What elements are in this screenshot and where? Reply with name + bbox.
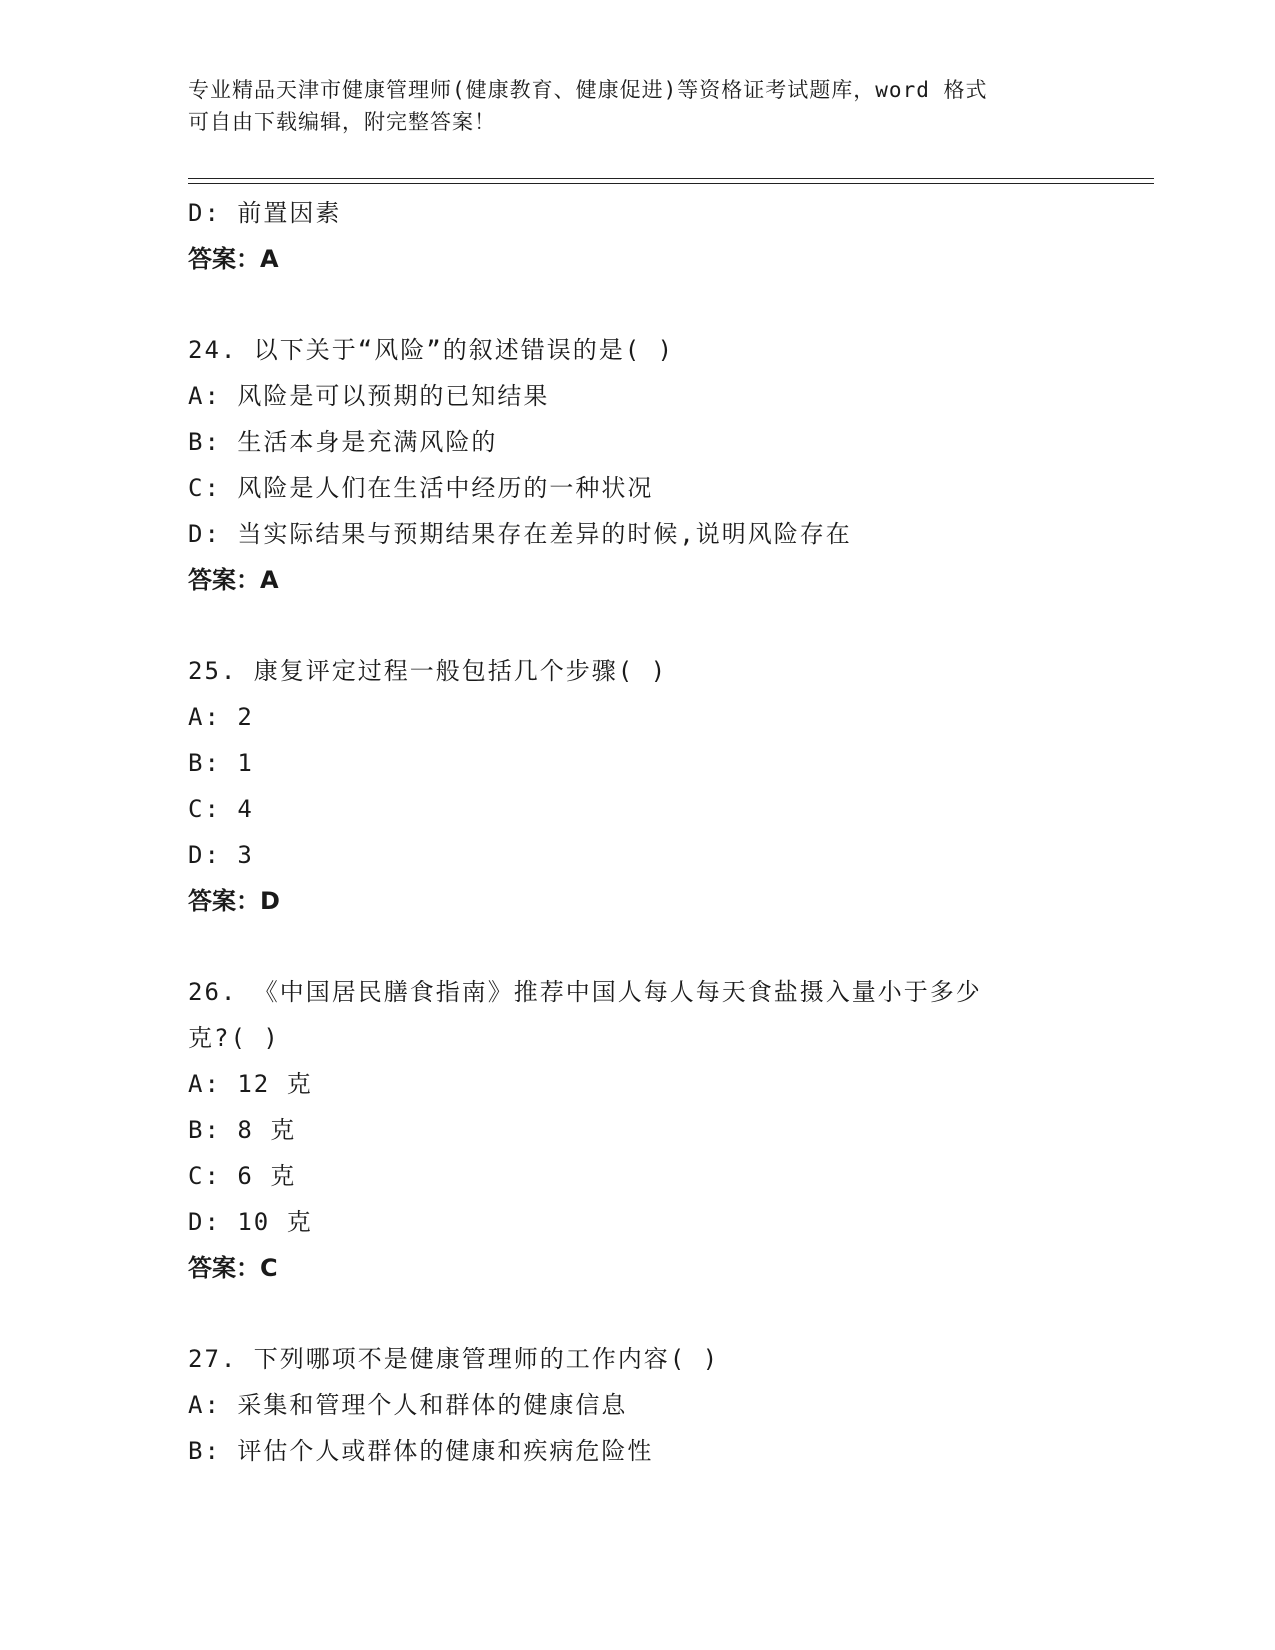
header-divider-bottom [188, 183, 1154, 184]
option-b: B: 8 克 [188, 1116, 297, 1144]
answer: 答案：A [188, 566, 279, 594]
question-text-line-1: 26. 《中国居民膳食指南》推荐中国人每人每天食盐摄入量小于多少 [188, 978, 982, 1006]
option-d: D: 前置因素 [188, 199, 342, 227]
question-text-line-2: 克?( ) [188, 1024, 280, 1052]
option-a: A: 采集和管理个人和群体的健康信息 [188, 1391, 628, 1419]
question-block-25 [188, 648, 1148, 924]
answer: 答案：A [188, 245, 279, 273]
option-a: A: 12 克 [188, 1070, 313, 1098]
option-a: A: 2 [188, 703, 254, 731]
question-block-26 [188, 969, 1148, 1291]
option-b: B: 评估个人或群体的健康和疾病危险性 [188, 1437, 654, 1465]
question-block-24 [188, 327, 1148, 603]
question-block-27 [188, 1336, 1148, 1474]
option-b: B: 生活本身是充满风险的 [188, 428, 498, 456]
header-line-1: 专业精品天津市健康管理师(健康教育、健康促进)等资格证考试题库，word 格式 [188, 78, 988, 102]
question-text: 27. 下列哪项不是健康管理师的工作内容( ) [188, 1345, 720, 1373]
question-block-prev [188, 190, 1148, 282]
header-line-2: 可自由下载编辑，附完整答案！ [188, 110, 496, 134]
question-list [188, 190, 1148, 1474]
header-divider-top [188, 178, 1154, 179]
answer: 答案：C [188, 1254, 278, 1282]
option-c: C: 4 [188, 795, 254, 823]
option-d: D: 当实际结果与预期结果存在差异的时候,说明风险存在 [188, 520, 852, 548]
option-a: A: 风险是可以预期的已知结果 [188, 382, 550, 410]
option-b: B: 1 [188, 749, 254, 777]
option-d: D: 10 克 [188, 1208, 313, 1236]
option-d: D: 3 [188, 841, 254, 869]
option-c: C: 风险是人们在生活中经历的一种状况 [188, 474, 654, 502]
document-header [188, 74, 1088, 138]
question-text: 24. 以下关于“风险”的叙述错误的是( ) [188, 336, 675, 364]
question-text: 25. 康复评定过程一般包括几个步骤( ) [188, 657, 668, 685]
answer: 答案：D [188, 887, 280, 915]
option-c: C: 6 克 [188, 1162, 297, 1190]
